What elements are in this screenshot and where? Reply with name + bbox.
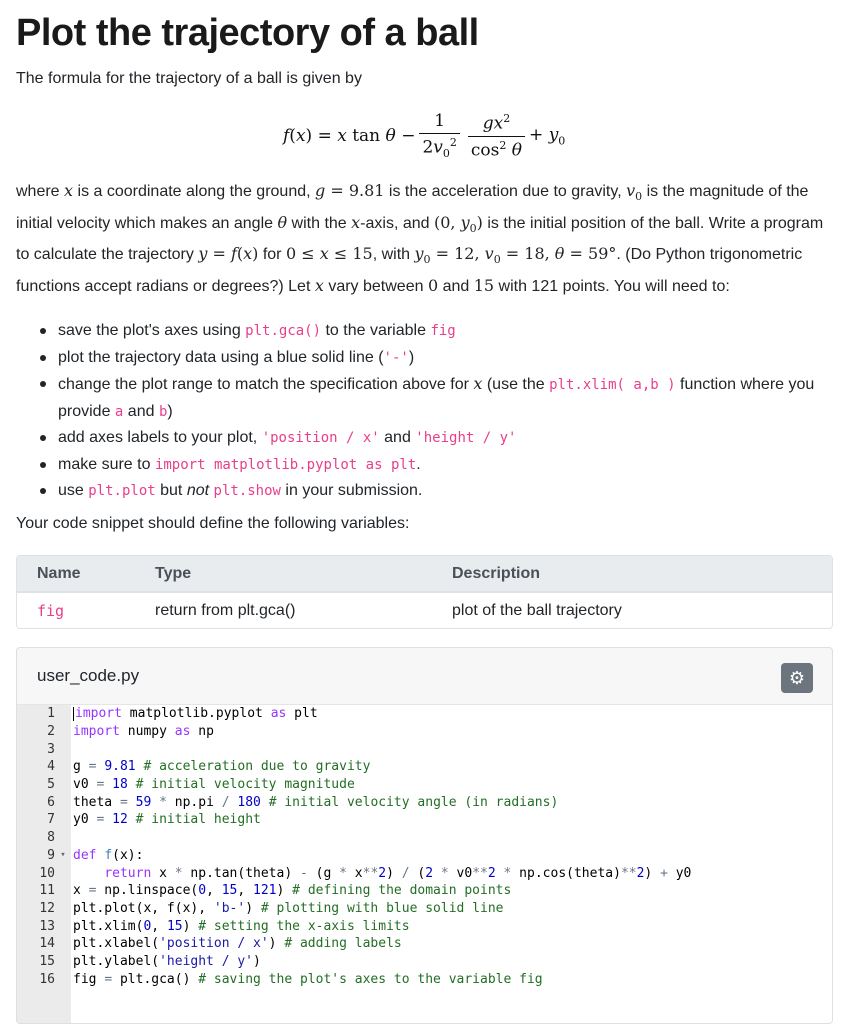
code-editor <box>16 647 833 1024</box>
filename: user_code.py <box>37 666 140 685</box>
list-item: plot the trajectory data using a blue solid line ('-') <box>36 345 826 372</box>
gear-icon: ⚙ <box>788 667 806 688</box>
code-line: 7 y0 = 12 # initial height <box>47 812 261 828</box>
settings-button[interactable] <box>781 663 813 693</box>
code-line: 3 <box>47 741 55 757</box>
code-line: 11 x = np.linspace(0, 15, 121) # defining the domain points <box>39 883 512 899</box>
code-line: 1 import matplotlib.pyplot as plt <box>47 706 318 722</box>
text-cursor <box>73 707 74 721</box>
table-header <box>17 556 832 593</box>
fraction-one: $\frac{1}{2v_0^2}$ <box>419 111 459 160</box>
list-item: save the plot's axes using plt.gca() to the variable fig <box>36 318 826 345</box>
code-line: 16 fig = plt.gca() # saving the plot's axes to the variable fig <box>39 971 543 987</box>
code-line: 6 theta = 59 * np.pi / 180 # initial velocity angle (in radians) <box>47 794 559 810</box>
code-line: 14 plt.xlabel('position / x') # adding labels <box>39 936 402 952</box>
variables-intro: Your code snippet should define the following variables: <box>16 515 410 532</box>
code-line: 9 ▾ def f(x): <box>47 847 144 863</box>
code-line: 15 plt.ylabel('height / y') <box>39 953 261 969</box>
header-type: Type <box>155 564 192 582</box>
code-line: 2 import numpy as np <box>47 724 214 740</box>
table-row <box>17 593 832 628</box>
code-area[interactable] <box>17 704 832 1023</box>
page-title: Plot the trajectory of a ball <box>16 12 479 54</box>
code-line: 10 return x * np.tan(theta) - (g * x**2) / (2 * v0**2 * np.cos(theta)**2) + y0 <box>39 865 692 881</box>
problem-description: where x is a coordinate along the ground, g = 9.81 is the acceleration due to gravity, $v_0$ is the magnitude of the initial velocity which makes an angle θ with the x-axis, and (0, $y_0$) is the initial position of the ball. Write a program to calculate the trajectory y = f(x) for 0 ≤ x ≤ 15, with $y_0 = 12$, $v_0 = 18$, θ = 59°. (Do Python trigonometric functions accept radians or degrees?) Let x vary between 0 and 15 with 121 points. You will need to: <box>16 181 824 296</box>
variables-table <box>16 555 833 629</box>
trajectory-formula: f(x) = x tan θ − $\frac{1}{2v_0^2}$ $\frac{gx^2}{\cos^2 \theta}$ + $y_0$ <box>283 111 566 161</box>
code-line: 12 plt.plot(x, f(x), 'b-') # plotting with blue solid line <box>39 900 504 916</box>
code-line: 8 <box>47 830 55 846</box>
var-type: return from plt.gca() <box>155 601 296 619</box>
fold-arrow-icon[interactable]: ▾ <box>60 850 66 861</box>
var-description: plot of the ball trajectory <box>452 601 622 619</box>
var-name: fig <box>37 601 65 620</box>
list-item: add axes labels to your plot, 'position / x' and 'height / y' <box>36 425 826 452</box>
fraction-two: $\frac{gx^2}{\cos^2 \theta}$ <box>468 112 525 160</box>
intro-text: The formula for the trajectory of a ball is given by <box>16 70 362 87</box>
header-description: Description <box>452 564 541 582</box>
list-item: change the plot range to match the specification above for x (use the plt.xlim( a,b ) function where you provide a and b) <box>36 371 826 425</box>
list-item: use plt.plot but not plt.show in your submission. <box>36 478 826 505</box>
editor-header <box>17 648 832 704</box>
requirements-list <box>36 318 826 505</box>
code-line: 5 v0 = 18 # initial velocity magnitude <box>47 777 355 793</box>
header-name: Name <box>37 564 81 582</box>
code-line: 13 plt.xlim(0, 15) # setting the x-axis limits <box>39 918 410 934</box>
list-item: make sure to import matplotlib.pyplot as plt. <box>36 452 826 479</box>
code-line: 4 g = 9.81 # acceleration due to gravity <box>47 759 371 775</box>
